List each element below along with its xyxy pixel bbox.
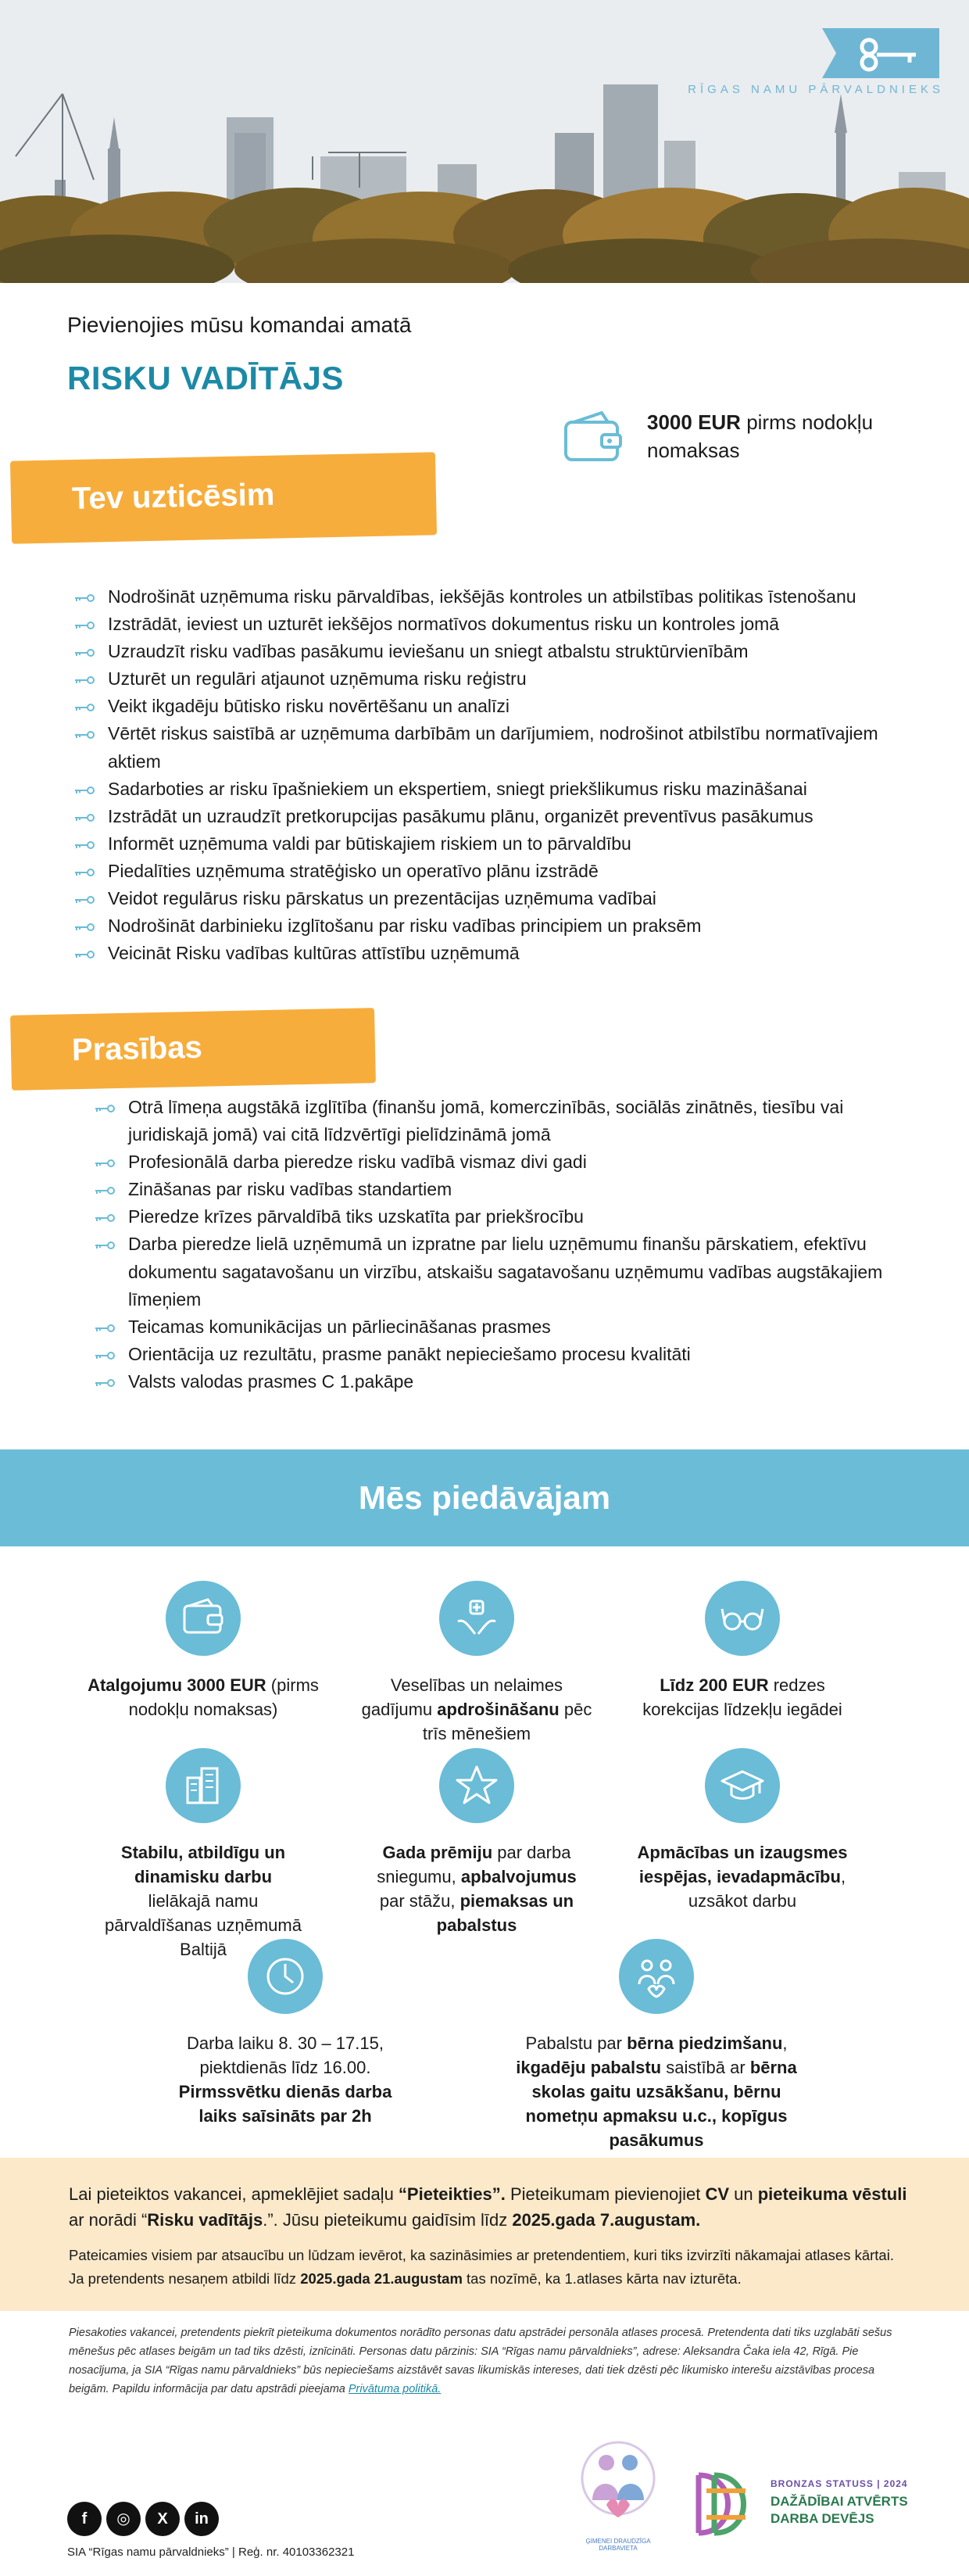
apply-deadline: 2025.gada 7.augustam. [512, 2210, 701, 2230]
requirement-list-item [94, 1094, 922, 1148]
application-instructions [69, 2181, 913, 2233]
benefit-family-bold2: ikgadēju pabalstu [516, 2058, 662, 2077]
requirement-list-item-text: Zināšanas par risku vadības standartiem [128, 1179, 452, 1200]
wallet-icon [563, 410, 625, 464]
trust-list-item-text: Uzraudzīt risku vadības pasākumu ieviešanu un sniegt atbalstu struktūrvienībām [108, 641, 749, 662]
apply-text-a: Lai pieteiktos vakancei, apmeklējiet sadaļu [69, 2184, 399, 2204]
benefit-working-hours [172, 1939, 399, 2128]
trust-list-item [73, 803, 902, 830]
benefit-bonus [374, 1748, 580, 1937]
graduation-cap-icon [705, 1748, 780, 1823]
key-bullet-icon [73, 786, 95, 794]
trust-list-item-text: Sadarboties ar risku īpašniekiem un ekspertiem, sniegt priekšlikumus risku mazināšanai [108, 778, 807, 799]
benefit-working-hours-pre: Darba laiku 8. 30 – 17.15, piektdienās līdz 16.00. [187, 2033, 384, 2077]
requirements-heading: Prasības [10, 1008, 376, 1091]
requirement-list-item [94, 1313, 922, 1341]
benefit-bonus-mid2: par stāžu, [379, 1891, 460, 1911]
requirement-list-item-text: Otrā līmeņa augstākā izglītība (finanšu jomā, komerczinībās, sociālās zinātnēs, tiesību vai juridiskajā jomā) vai citā līdzvērtīgi pielīdzināmā jomā [128, 1097, 844, 1145]
benefit-glasses-text [625, 1673, 860, 1722]
x-twitter-icon[interactable]: X [145, 2502, 180, 2536]
key-bullet-icon [73, 704, 95, 711]
trust-list-item-text: Veicināt Risku vadības kultūras attīstību uzņēmumā [108, 943, 520, 964]
benefit-insurance [359, 1581, 594, 1746]
apply-position-ref: Risku vadītājs [147, 2210, 263, 2230]
benefit-training [625, 1748, 860, 1913]
trust-list-item-text: Nodrošināt darbinieku izglītošanu par risku vadības principiem un praksēm [108, 915, 702, 937]
benefit-salary-rest: (pirms nodokļu nomaksas) [128, 1675, 319, 1719]
facebook-icon[interactable]: f [67, 2502, 102, 2536]
benefit-training-text [625, 1840, 860, 1913]
benefit-bonus-mid1: par darba sniegumu, [377, 1843, 571, 1886]
application-info-box [0, 2158, 969, 2311]
trust-list-item [73, 776, 902, 803]
social-links [67, 2502, 223, 2538]
key-bullet-icon [73, 951, 95, 958]
key-bullet-icon [73, 594, 95, 602]
wallet-icon [166, 1581, 241, 1656]
privacy-text: Piesakoties vakancei, pretendents piekrīt pieteikuma dokumentos norādīto personas datu apstrādei personāla atlases procesā. Pretendenta dati tiks uzglabāti sešus mēnešus pēc atlases beigām un tad tiks dzēsti, iznīcināti. Personas datu pārzinis: SIA “Rīgas namu pārvaldnieks”, adrese: Aleksandra Čaka iela 42, Rīgā. Pie nosacījuma, ja SIA “Rīgas namu pārvaldnieks” būs nepieciešams aizstāvēt savas likumiskās intereses, dati tiek dzēsti pēc likumisko interešu aizstāvības procesa beigām. Papildu informācija par datu apstrādi pieejama [69, 2327, 892, 2395]
trust-list-item-text: Veikt ikgadēju būtisko risku novērtēšanu un analīzi [108, 696, 510, 717]
benefit-salary-text [86, 1673, 320, 1722]
key-bullet-icon [94, 1241, 116, 1249]
trust-list-item [73, 940, 902, 967]
apply-cv: CV [705, 2184, 730, 2204]
benefit-insurance-pre: Veselības un nelaimes gadījumu [361, 1675, 563, 1719]
star-icon [439, 1748, 514, 1823]
salary-callout [563, 407, 906, 469]
trust-list-item [73, 665, 902, 693]
benefit-family-mid1: , [782, 2033, 788, 2053]
trust-list-item-text: Veidot regulārus risku pārskatus un prezentācijas uzņēmuma vadībai [108, 888, 656, 909]
benefit-glasses-post: redzes korekcijas līdzekļu iegādei [642, 1675, 842, 1719]
benefit-glasses-bold: Līdz 200 EUR [660, 1675, 769, 1695]
requirement-list-item-text: Teicamas komunikācijas un pārliecināšanas prasmes [128, 1316, 551, 1337]
apply-followup-c: tas nozīmē, ka 1.atlases kārta nav izturēta. [462, 2270, 742, 2287]
key-bullet-icon [73, 814, 95, 822]
privacy-notice [69, 2323, 913, 2399]
apply-followup-a: Pateicamies visiem par atsaucību un lūdzam ievērot, ka sazināsimies ar pretendentiem, kuri tiks izvirzīti nākamajai atlases kārtai. Ja pretendents nesaņem atbildi līdz [69, 2247, 894, 2287]
key-bullet-icon [73, 841, 95, 849]
privacy-policy-link[interactable]: Privātuma politikā. [348, 2383, 442, 2395]
requirement-list-item-text: Profesionālā darba pieredze risku vadībā vismaz divi gadi [128, 1152, 587, 1173]
trust-list-item-text: Vērtēt riskus saistībā ar uzņēmuma darbībām un darījumiem, nodrošinot atbilstību normatīvajiem aktiem [108, 723, 878, 772]
apply-letter: pieteikuma vēstuli [757, 2184, 907, 2204]
glasses-icon [705, 1581, 780, 1656]
key-bullet-icon [94, 1159, 116, 1167]
apply-text-e: un [729, 2184, 758, 2204]
benefit-salary-bold: Atalgojumu 3000 EUR [88, 1675, 266, 1695]
job-title: RISKU VADĪTĀJS [67, 360, 344, 396]
trust-list-item-text: Uzturēt un regulāri atjaunot uzņēmuma risku reģistru [108, 668, 527, 690]
trust-list-item [73, 912, 902, 940]
company-logo[interactable] [822, 28, 939, 78]
trust-list-item [73, 638, 902, 665]
benefit-working-hours-text [172, 2031, 399, 2128]
offer-heading: Mēs piedāvājam [0, 1449, 969, 1546]
diversity-badge-icon [691, 2467, 761, 2541]
company-registration: SIA “Rīgas namu pārvaldnieks” | Reģ. nr. 40103362321 [67, 2546, 355, 2559]
key-bullet-icon [94, 1214, 116, 1222]
key-bullet-icon [73, 869, 95, 876]
trust-list-item [73, 611, 902, 638]
benefit-training-post: , uzsākot darbu [688, 1867, 846, 1911]
requirement-list-item-text: Valsts valodas prasmes C 1.pakāpe [128, 1370, 414, 1392]
requirement-list-item-text: Darba pieredze lielā uzņēmumā un izpratne par lielu uzņēmumu finanšu pārskatiem, efektīvu dokumentu sagatavošanu un virzību, atskaišu sagatavošanu uzņēmumu vadības augstākajiem līmeņiem [128, 1234, 883, 1309]
family-friendly-badge-icon [575, 2433, 661, 2535]
apply-link-pieteikties[interactable]: “Pieteikties”. [398, 2184, 506, 2204]
key-bullet-icon [73, 676, 95, 684]
benefit-stable-job-bold: Stabilu, atbildīgu un dinamisku darbu [120, 1843, 286, 1886]
benefit-working-hours-bold: Pirmssvētku dienās darba laiks saīsināts par 2h [178, 2082, 392, 2126]
diversity-title-line2: DARBA DEVĒJS [771, 2511, 874, 2526]
linkedin-icon[interactable]: in [184, 2502, 219, 2536]
key-bullet-icon [94, 1187, 116, 1195]
benefit-bonus-text [374, 1840, 580, 1937]
salary-amount: 3000 EUR [647, 410, 741, 434]
benefit-training-bold: Apmācības un izaugsmes iespējas, ievadapmācību [637, 1843, 848, 1886]
instagram-icon[interactable]: ◎ [106, 2502, 141, 2536]
benefit-bonus-bold3: piemaksas un pabalstus [436, 1891, 574, 1935]
trust-list-item [73, 830, 902, 858]
benefit-insurance-bold: apdrošināšanu [437, 1700, 560, 1719]
benefit-insurance-post: pēc trīs mēnešiem [422, 1700, 592, 1743]
trust-list-item-text: Informēt uzņēmuma valdi par būtiskajiem riskiem un to pārvaldību [108, 833, 631, 854]
family-badge-label: ĢIMENEI DRAUDZĪGA DARBAVIETA [585, 2538, 651, 2552]
key-bullet-icon [73, 622, 95, 629]
benefit-family-pre: Pabalstu par [525, 2033, 628, 2053]
logo-wordmark: RĪGAS NAMU PĀRVALDNIEKS [688, 83, 944, 96]
trust-list [73, 583, 902, 967]
benefit-bonus-bold1: Gada prēmiju [382, 1843, 493, 1862]
key-bullet-icon [94, 1379, 116, 1387]
requirement-list-item [94, 1203, 922, 1231]
buildings-icon [166, 1748, 241, 1823]
diversity-title-line1: DAŽĀDĪBAI ATVĒRTS [771, 2494, 908, 2509]
requirement-list-item [94, 1231, 922, 1313]
trust-list-item-text: Izstrādāt, ieviest un uzturēt iekšējos normatīvos dokumentus risku un kontroles jomā [108, 614, 780, 635]
apply-text-i: .”. Jūsu pieteikumu gaidīsim līdz [263, 2210, 513, 2230]
intro-text: Pievienojies mūsu komandai amatā [67, 313, 412, 337]
trust-list-item [73, 720, 902, 775]
requirement-list-item [94, 1368, 922, 1395]
diversity-status: BRONZAS STATUSS | 2024 [771, 2478, 908, 2489]
benefit-stable-job [102, 1748, 305, 1962]
requirement-list-item [94, 1148, 922, 1176]
health-hands-icon [439, 1581, 514, 1656]
benefit-family-allowance-text [500, 2031, 813, 2152]
hero-cityscape-image [0, 0, 969, 283]
trust-list-item-text: Nodrošināt uzņēmuma risku pārvaldības, iekšējās kontroles un atbilstības politikas īstenošanu [108, 586, 856, 607]
benefit-insurance-text [359, 1673, 594, 1746]
benefit-stable-job-post: lielākajā namu pārvaldīšanas uzņēmumā Baltijā [105, 1891, 302, 1959]
key-bullet-icon [73, 649, 95, 657]
apply-text-g: ar norādi “ [69, 2210, 148, 2230]
requirements-list [94, 1094, 922, 1395]
application-followup [69, 2244, 913, 2291]
benefit-salary [86, 1581, 320, 1722]
trust-heading: Tev uzticēsim [10, 452, 437, 543]
key-bullet-icon [73, 923, 95, 931]
benefit-glasses [625, 1581, 860, 1722]
benefit-family-bold3: bērna skolas gaitu uzsākšanu, bērnu nometņu apmaksu u.c., kopīgus pasākumus [525, 2058, 797, 2150]
benefit-family-bold1: bērna piedzimšanu [627, 2033, 783, 2053]
key-bullet-icon [94, 1105, 116, 1112]
clock-icon [248, 1939, 323, 2014]
trust-list-item-text: Izstrādāt un uzraudzīt pretkorupcijas pasākumu plānu, organizēt preventīvus pasākumus [108, 805, 813, 826]
salary-note: pirms nodokļu nomaksas [647, 410, 874, 462]
key-bullet-icon [73, 896, 95, 904]
trust-list-item [73, 583, 902, 611]
benefit-family-allowance [500, 1939, 813, 2152]
trust-list-item [73, 858, 902, 885]
salary-text [647, 408, 913, 464]
trust-list-item [73, 693, 902, 720]
benefit-family-mid2: saistībā ar [661, 2058, 750, 2077]
requirement-list-item [94, 1176, 922, 1203]
apply-followup-date: 2025.gada 21.augustam [300, 2270, 463, 2287]
requirement-list-item-text: Orientācija uz rezultātu, prasme panākt nepieciešamo procesu kvalitāti [128, 1343, 691, 1364]
requirement-list-item [94, 1341, 922, 1368]
trust-list-item-text: Piedalīties uzņēmuma stratēģisko un operatīvo plānu izstrādē [108, 860, 599, 881]
requirement-list-item-text: Pieredze krīzes pārvaldībā tiks uzskatīta par priekšrocību [128, 1206, 584, 1227]
family-icon [619, 1939, 694, 2014]
benefit-bonus-bold2: apbalvojumus [460, 1867, 577, 1886]
key-bullet-icon [94, 1324, 116, 1332]
trust-list-item [73, 885, 902, 912]
key-bullet-icon [73, 731, 95, 739]
key-bullet-icon [94, 1352, 116, 1360]
apply-text-c: Pieteikumam pievienojiet [505, 2184, 706, 2204]
